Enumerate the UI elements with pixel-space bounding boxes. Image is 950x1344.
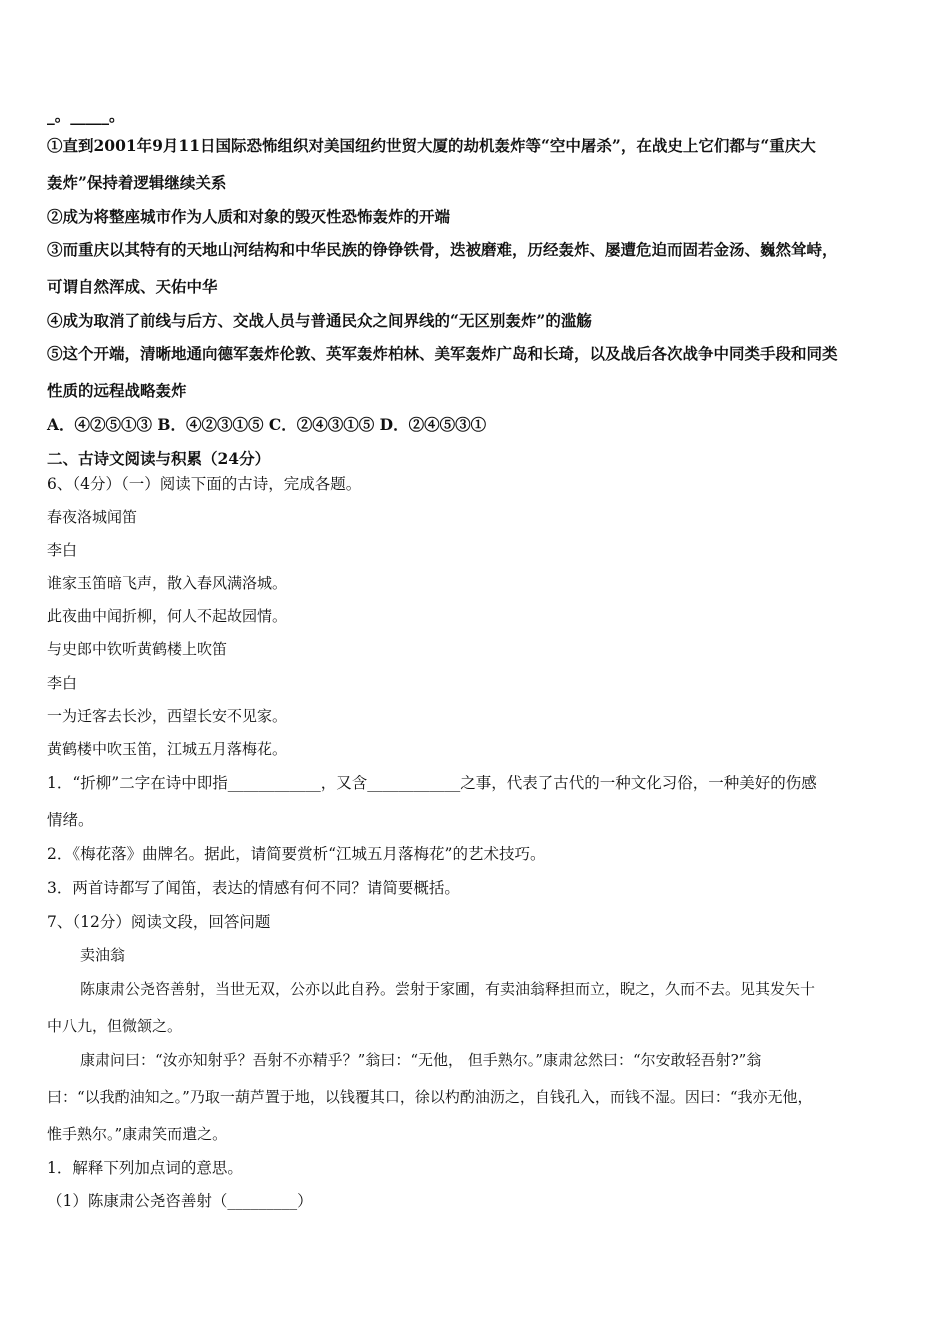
q5-lead: _。_____。 xyxy=(47,106,125,125)
q7-para2: 康肃问曰：“汝亦知射乎？吾射不亦精乎？”翁曰：“无他， 但手熟尔。”康肃忿然曰：“尔安敢轻吾射?”翁 xyxy=(80,1051,762,1069)
q5-options: A．④②⑤①③ B．④②③①⑤ C．②④③①⑤ D．②④⑤③① xyxy=(47,415,487,434)
q7-para1-cont: 中八九，但微颔之。 xyxy=(47,1017,183,1035)
q6-sub1: 1．“折柳”二字在诗中即指____________，又含____________之事，代表了古代的一种文化习俗，一种美好的伤感 xyxy=(47,774,817,792)
q5-item-1: ①直到2001年9月11日国际恐怖组织对美国纽约世贸大厦的劫机轰炸等“空中屠杀”，在战史上它们都与“重庆大 xyxy=(47,136,816,155)
q5-item-2: ②成为将整座城市作为人质和对象的毁灭性恐怖轰炸的开端 xyxy=(47,207,451,226)
poem1-title: 春夜洛城闻笛 xyxy=(47,508,138,526)
poem2-line1: 一为迁客去长沙，西望长安不见家。 xyxy=(47,707,288,725)
poem1-line2: 此夜曲中闻折柳，何人不起故园情。 xyxy=(47,607,288,625)
q7-sub1: 1．解释下列加点词的意思。 xyxy=(47,1159,243,1177)
q7-passage-title: 卖油翁 xyxy=(80,946,126,964)
q5-item-3: ③而重庆以其特有的天地山河结构和中华民族的铮铮铁骨，迭被磨难，历经轰炸、屡遭危迫而固若金汤、巍然耸峙， xyxy=(47,240,838,259)
q5-item-3-cont: 可谓自然浑成、天佑中华 xyxy=(47,277,218,296)
q5-item-1-cont: 轰炸”保持着逻辑继续关系 xyxy=(47,173,227,192)
poem1-line1: 谁家玉笛暗飞声，散入春风满洛城。 xyxy=(47,574,288,592)
poem2-author: 李白 xyxy=(47,674,78,692)
poem2-line2: 黄鹤楼中吹玉笛，江城五月落梅花。 xyxy=(47,740,288,758)
q7-para2-cont1: 曰：“以我酌油知之。”乃取一葫芦置于地，以钱覆其口，徐以杓酌油沥之，自钱孔入，而钱不湿。因曰：“我亦无他， xyxy=(47,1088,813,1106)
q6-prompt: 6、（4分）（一）阅读下面的古诗，完成各题。 xyxy=(47,475,362,493)
q5-item-5: ⑤这个开端，清晰地通向德军轰炸伦敦、英军轰炸柏林、美军轰炸广岛和长琦，以及战后各次战争中同类手段和同类 xyxy=(47,344,838,363)
q5-item-5-cont: 性质的远程战略轰炸 xyxy=(47,381,187,400)
q7-para1: 陈康肃公尧咨善射，当世无双，公亦以此自矜。尝射于家圃，有卖油翁释担而立，睨之，久而不去。见其发矢十 xyxy=(80,980,816,998)
poem1-author: 李白 xyxy=(47,541,78,559)
q6-sub2: 2．《梅花落》曲牌名。据此，请简要赏析“江城五月落梅花”的艺术技巧。 xyxy=(47,845,546,863)
q6-sub1-cont: 情绪。 xyxy=(47,811,94,829)
q5-item-4: ④成为取消了前线与后方、交战人员与普通民众之间界线的“无区别轰炸”的滥觞 xyxy=(47,311,592,330)
poem2-title: 与史郎中钦听黄鹤楼上吹笛 xyxy=(47,640,228,658)
q7-para2-cont2: 惟手熟尔。”康肃笑而遣之。 xyxy=(47,1125,228,1143)
q7-sub1-item1: （1）陈康肃公尧咨善射（_________） xyxy=(47,1192,313,1210)
section-heading: 二、古诗文阅读与积累（24分） xyxy=(47,449,271,468)
q6-sub3: 3．两首诗都写了闻笛，表达的情感有何不同？请简要概括。 xyxy=(47,879,460,897)
q7-prompt: 7、（12分）阅读文段，回答问题 xyxy=(47,913,271,931)
